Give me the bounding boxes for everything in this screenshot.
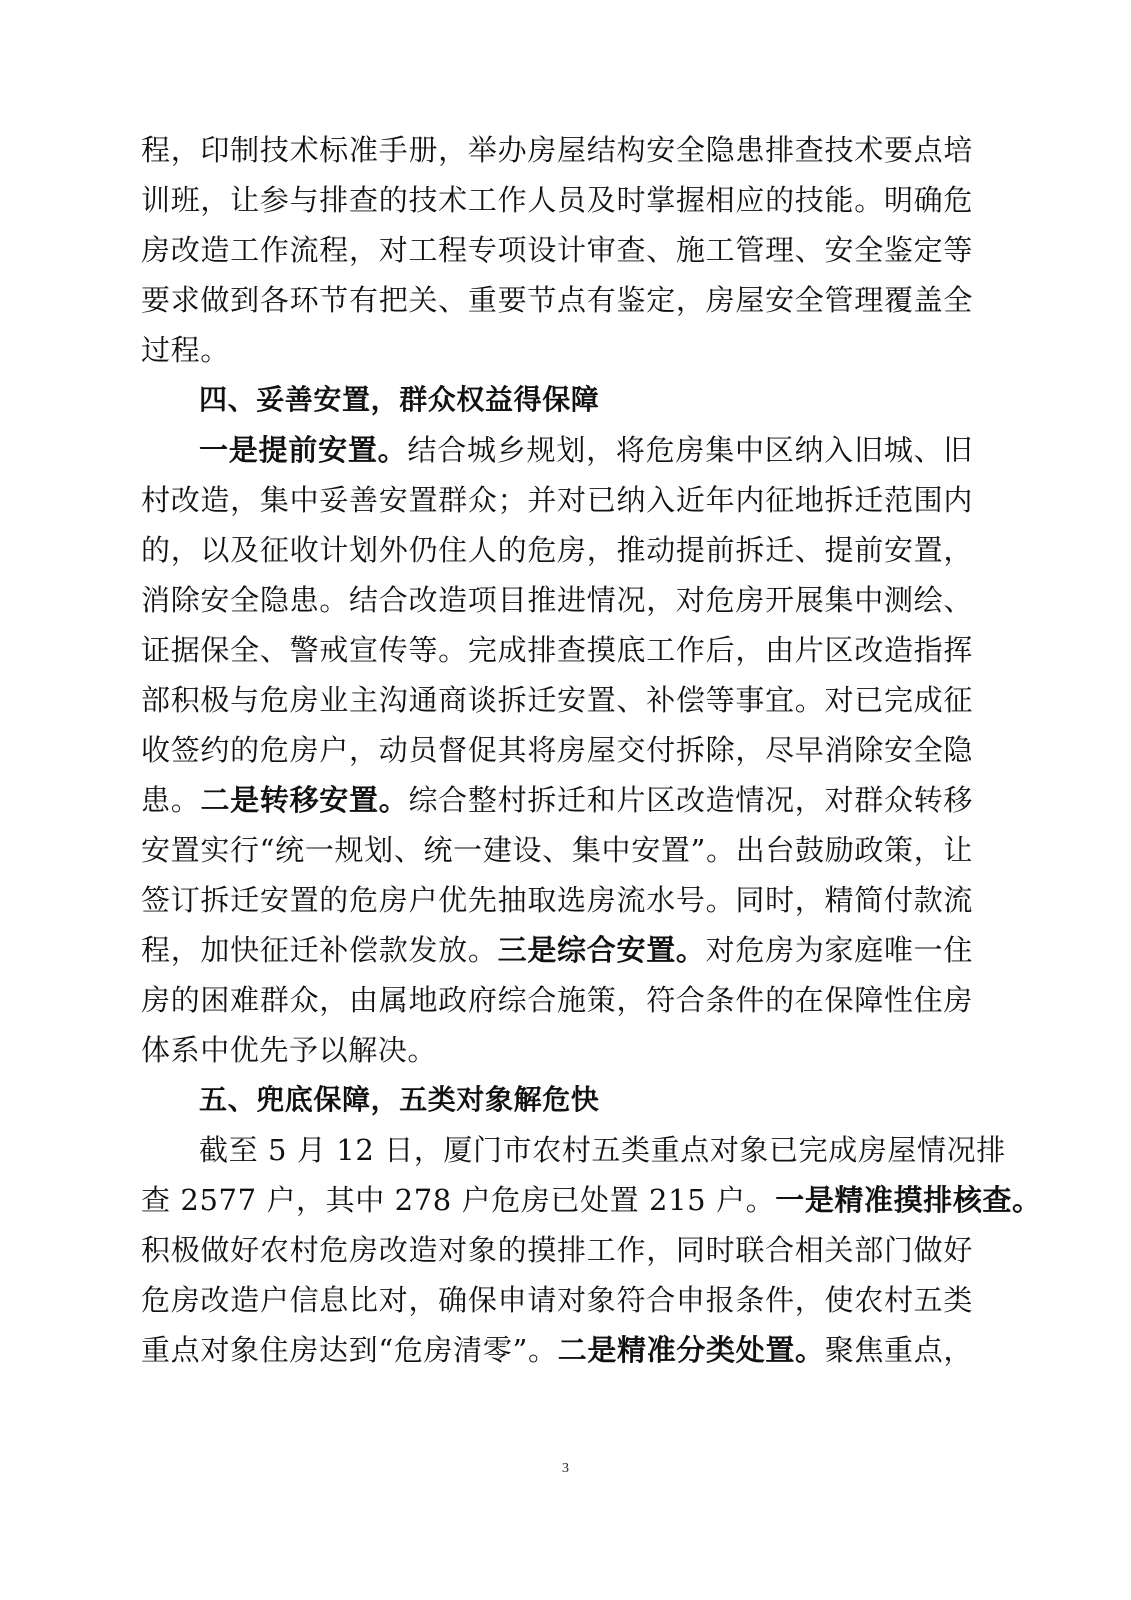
- text-run: 结合城乡规划，将危房集中区纳入旧城、旧: [407, 433, 973, 467]
- bold-lead: 三是综合安置。: [497, 933, 706, 967]
- text-run: 综合整村拆迁和片区改造情况，对群众转移: [408, 783, 973, 817]
- paragraph-line: 房改造工作流程，对工程专项设计审查、施工管理、安全鉴定等: [141, 233, 973, 267]
- section-heading: 四、妥善安置，群众权益得保障: [199, 383, 600, 416]
- paragraph-line: [199, 430, 973, 470]
- paragraph-line: 程，印制技术标准手册，举办房屋结构安全隐患排查技术要点培: [141, 133, 973, 167]
- paragraph-line: 积极做好农村危房改造对象的摸排工作，同时联合相关部门做好: [141, 1233, 973, 1267]
- bold-lead: 一是提前安置。: [199, 433, 408, 467]
- section-heading: 五、兜底保障，五类对象解危快: [199, 1083, 600, 1116]
- paragraph-line: 收签约的危房户，动员督促其将房屋交付拆除，尽早消除安全隐: [141, 733, 973, 767]
- bold-lead: 二是精准分类处置。: [557, 1333, 825, 1367]
- bold-lead: 二是转移安置。: [200, 783, 409, 817]
- text-run: 程，加快征迁补偿款发放。: [141, 933, 498, 967]
- page-number: 3: [562, 1461, 569, 1476]
- paragraph-line: [141, 780, 973, 820]
- text-run: 查 2577 户，其中 278 户危房已处置 215 户。: [141, 1183, 776, 1217]
- paragraph-line: 体系中优先予以解决。: [141, 1033, 438, 1067]
- paragraph-line: 的，以及征收计划外仍住人的危房，推动提前拆迁、提前安置，: [141, 533, 973, 567]
- paragraph-line: 训班，让参与排查的技术工作人员及时掌握相应的技能。明确危: [141, 183, 973, 217]
- paragraph-line: 安置实行“统一规划、统一建设、集中安置”。出台鼓励政策，让: [141, 833, 973, 867]
- paragraph-line: 要求做到各环节有把关、重要节点有鉴定，房屋安全管理覆盖全: [141, 283, 973, 317]
- paragraph-line: [141, 1330, 973, 1370]
- text-run: 对危房为家庭唯一住: [705, 933, 974, 967]
- paragraph-line: 截至 5 月 12 日，厦门市农村五类重点对象已完成房屋情况排: [199, 1133, 1006, 1167]
- paragraph-line: 部积极与危房业主沟通商谈拆迁安置、补偿等事宜。对已完成征: [141, 683, 973, 717]
- paragraph-line: 村改造，集中妥善安置群众；并对已纳入近年内征地拆迁范围内: [141, 483, 973, 517]
- paragraph-line: 危房改造户信息比对，确保申请对象符合申报条件，使农村五类: [141, 1283, 973, 1317]
- paragraph-line: 消除安全隐患。结合改造项目推进情况，对危房开展集中测绘、: [141, 583, 973, 617]
- text-run: 重点对象住房达到“危房清零”。: [141, 1333, 558, 1367]
- paragraph-line: 过程。: [141, 333, 230, 367]
- text-run: 聚焦重点，: [824, 1333, 973, 1367]
- paragraph-line: [141, 930, 973, 970]
- text-run: 患。: [141, 783, 201, 817]
- paragraph-line: 房的困难群众，由属地政府综合施策，符合条件的在保障性住房: [141, 983, 973, 1017]
- bold-lead: 一是精准摸排核查。: [775, 1183, 1042, 1217]
- paragraph-line: 签订拆迁安置的危房户优先抽取选房流水号。同时，精简付款流: [141, 883, 973, 917]
- paragraph-line: [141, 1180, 1042, 1220]
- paragraph-line: 证据保全、警戒宣传等。完成排查摸底工作后，由片区改造指挥: [141, 633, 973, 667]
